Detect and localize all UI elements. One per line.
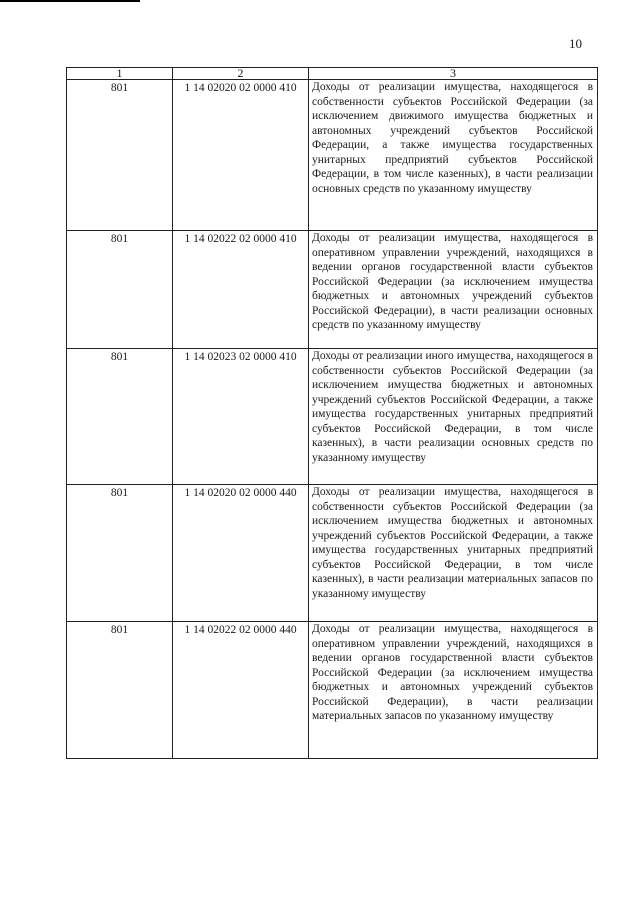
header-col-3: 3 (309, 68, 598, 80)
budget-code-cell: 1 14 02022 02 0000 440 (173, 622, 309, 759)
budget-code-cell: 1 14 02023 02 0000 410 (173, 349, 309, 485)
table-row (67, 485, 598, 622)
admin-code-cell: 801 (67, 485, 173, 622)
description-cell: Доходы от реализации иного имущества, находящегося в собственности субъектов Российской Федерации (за исключением имущества бюджетных и автономных учреждений субъектов Российской Федерации, а также имущества государственных унитарных предприятий субъектов Российской Федерации, в том числе казенных), в части реализации основных средств по указанному имуществу (309, 349, 598, 485)
table-row (67, 349, 598, 485)
table-row (67, 231, 598, 349)
scan-edge-mark (0, 0, 140, 2)
admin-code-cell: 801 (67, 80, 173, 231)
admin-code-cell: 801 (67, 622, 173, 759)
budget-code-cell: 1 14 02020 02 0000 440 (173, 485, 309, 622)
header-col-2: 2 (173, 68, 309, 80)
table-header-row (67, 68, 598, 80)
admin-code-cell: 801 (67, 231, 173, 349)
admin-code-cell: 801 (67, 349, 173, 485)
budget-code-cell: 1 14 02022 02 0000 410 (173, 231, 309, 349)
table-row (67, 80, 598, 231)
budget-code-cell: 1 14 02020 02 0000 410 (173, 80, 309, 231)
revenue-codes-table (66, 67, 598, 759)
description-cell: Доходы от реализации имущества, находящегося в оперативном управлении учреждений, находящихся в ведении органов государственной власти субъектов Российской Федерации (за исключением имущества бюджетных и автономных учреждений субъектов Российской Федерации), в части реализации материальных запасов по указанному имуществу (309, 622, 598, 759)
description-cell: Доходы от реализации имущества, находящегося в оперативном управлении учреждений, находящихся в ведении органов государственной власти субъектов Российской Федерации (за исключением имущества бюджетных и автономных учреждений субъектов Российской Федерации), в части реализации основных средств по указанному имуществу (309, 231, 598, 349)
page-number: 10 (569, 36, 582, 51)
table-row (67, 622, 598, 759)
header-col-1: 1 (67, 68, 173, 80)
description-cell: Доходы от реализации имущества, находящегося в собственности субъектов Российской Федерации (за исключением имущества бюджетных и автономных учреждений субъектов Российской Федерации, а также имущества государственных унитарных предприятий субъектов Российской Федерации, в том числе казенных), в части реализации материальных запасов по указанному имуществу (309, 485, 598, 622)
description-cell: Доходы от реализации имущества, находящегося в собственности субъектов Российской Федерации (за исключением движимого имущества бюджетных и автономных учреждений субъектов Российской Федерации, а также имущества государственных унитарных предприятий субъектов Российской Федерации, в том числе казенных), в части реализации основных средств по указанному имуществу (309, 80, 598, 231)
